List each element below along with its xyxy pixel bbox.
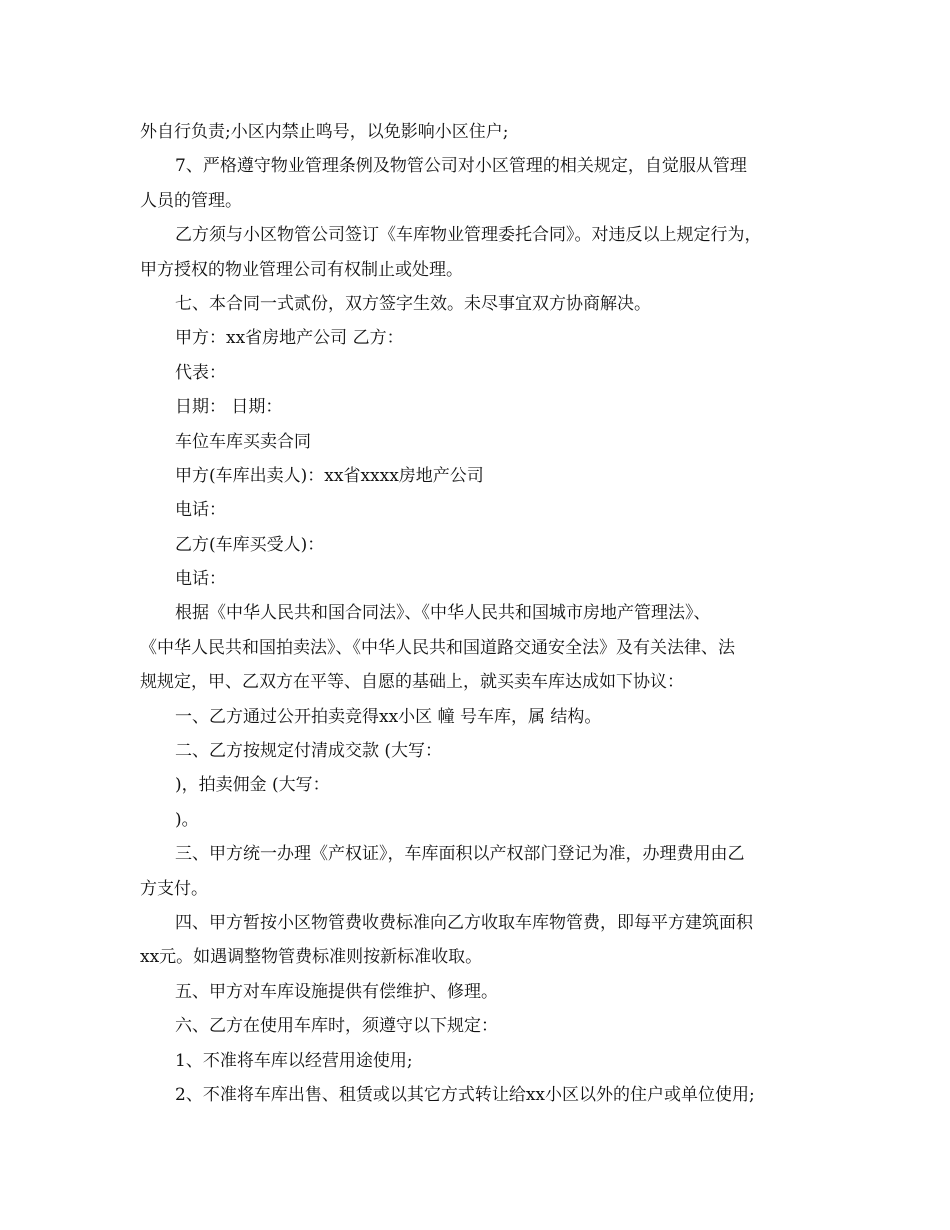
text-line: 《中华人民共和国拍卖法》、《中华人民共和国道路交通安全法》及有关法律、法 [140,637,735,658]
text-line: 根据《中华人民共和国合同法》、《中华人民共和国城市房地产管理法》、 [175,603,711,624]
text-line: 外自行负责;小区内禁止鸣号，以免影响小区住户; [140,122,509,142]
text-line: 电话： [175,569,226,590]
text-line: 七、本合同一式贰份，双方签字生效。未尽事宜双方协商解决。 [175,293,651,314]
text-line: 规规定，甲、乙双方在平等、自愿的基础上，就买卖车库达成如下协议： [140,672,684,693]
text-line: 人员的管理。 [140,190,242,211]
text-line: xx元。如遇调整物管费标准则按新标准收取。 [140,947,483,968]
text-line: 日期： 日期： [175,397,283,418]
text-line: )，拍卖佣金 (大写： [175,775,330,796]
text-line: 甲方：xx省房地产公司 乙方： [175,328,404,349]
text-line: 五、甲方对车库设施提供有偿维护、修理。 [175,981,498,1002]
text-line: 2、不准将车库出售、租赁或以其它方式转让给xx小区以外的住户或单位使用; [175,1084,755,1105]
contract-title: 车位车库买卖合同 [175,431,311,452]
text-line: 电话： [175,500,226,521]
text-line: )。 [175,809,199,830]
text-line: 六、乙方在使用车库时，须遵守以下规定： [175,1016,498,1037]
text-line: 一、乙方通过公开拍卖竞得xx小区 幢 号车库，属 结构。 [175,706,602,727]
document-body [140,115,812,1112]
text-line: 甲方授权的物业管理公司有权制止或处理。 [140,259,463,280]
text-line: 乙方(车库买受人)： [175,534,325,555]
text-line: 乙方须与小区物管公司签订《车库物业管理委托合同》。对违反以上规定行为， [175,225,762,246]
text-line: 1、不准将车库以经营用途使用; [175,1050,413,1071]
text-line: 甲方(车库出卖人)：xx省xxxx房地产公司 [175,465,484,486]
text-line: 代表： [175,362,226,383]
text-line: 三、甲方统一办理《产权证》，车库面积以产权部门登记为准，办理费用由乙 [175,844,745,865]
text-line: 二、乙方按规定付清成交款 (大写： [175,741,443,762]
text-line: 7、严格遵守物业管理条例及物管公司对小区管理的相关规定，自觉服从管理 [175,156,747,177]
text-line: 四、甲方暂按小区物管费收费标准向乙方收取车库物管费，即每平方建筑面积 [175,912,753,933]
text-line: 方支付。 [140,878,208,899]
